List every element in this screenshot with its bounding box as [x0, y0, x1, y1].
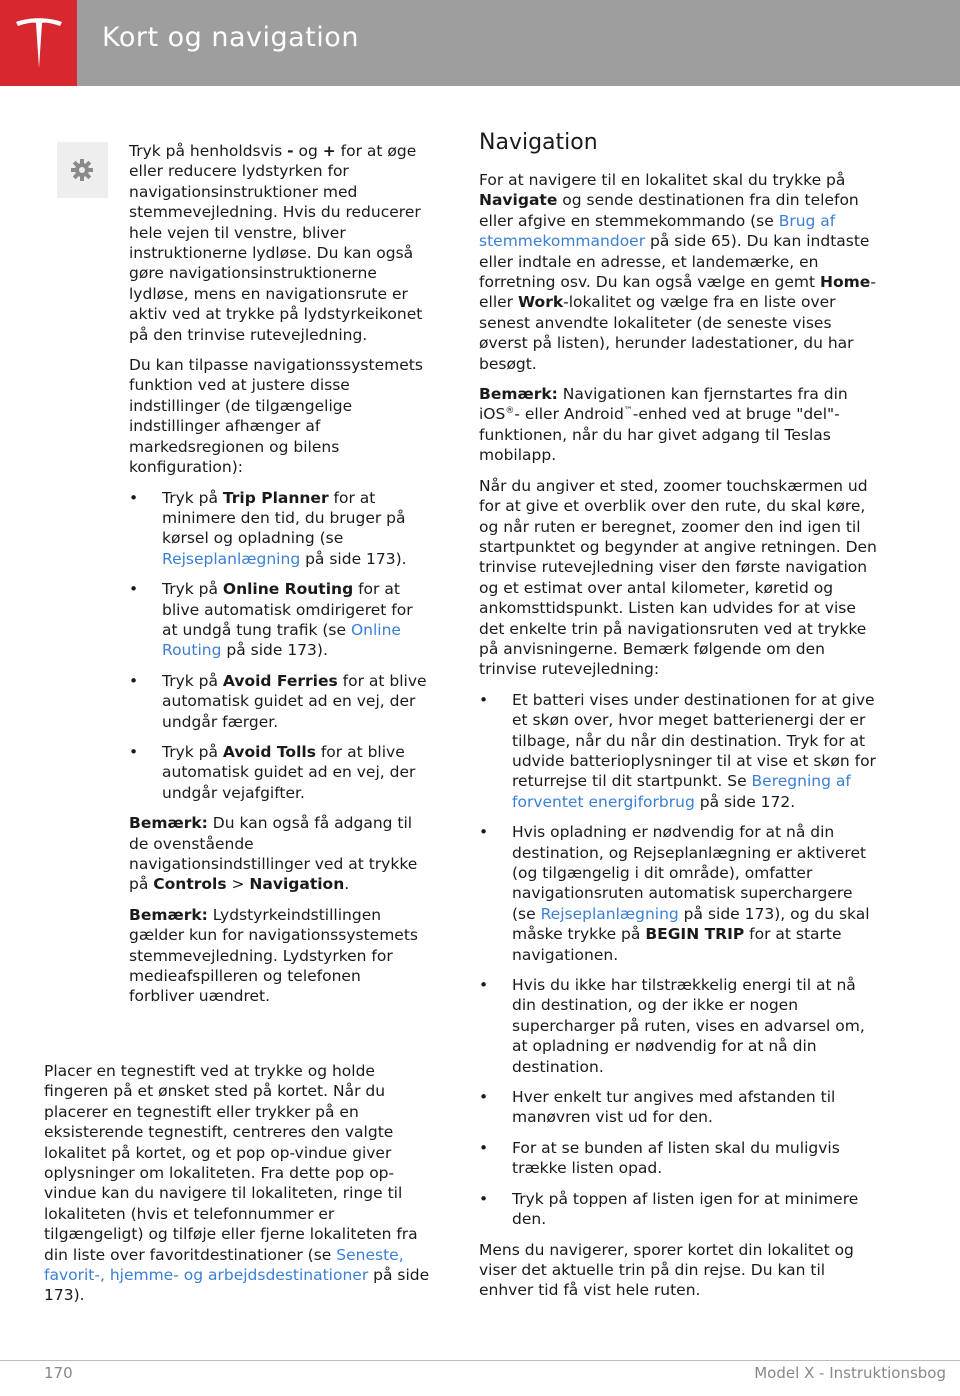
note-remote: Bemærk: Navigationen kan fjernstartes fra din iOS®- eller Android™-enhed ved at bruge "del"-funktionen, når du har givet adgang til Teslas mobilapp. — [479, 385, 848, 465]
list-item: • Tryk på toppen af listen igen for at minimere den. — [479, 1189, 879, 1230]
tracking-paragraph: Mens du navigerer, sporer kortet din lokalitet og viser det aktuelle trin på din rejse. Du kan til enhver tid få vist hele ruten. — [479, 1240, 854, 1300]
settings-icon-box — [57, 142, 108, 198]
route-list — [479, 690, 879, 1230]
customize-paragraph: Du kan tilpasse navigationssystemets funktion ved at justere disse indstillinger (de tilgængelige indstillinger afhænger af markedsregionen og bilens konfiguration): — [129, 356, 423, 477]
zoom-paragraph: Når du angiver et sted, zoomer touchskærmen ud for at give et overblik over den rute, du skal køre, og når ruten er beregnet, zoomer den ind igen til startpunktet og begynder at angive retningen. Den trinvise rutevejledning viser den første navigation og et estimat over antal kilometer, køretid og ankomsttidspunkt. Listen kan udvides for at vise det enkelte trin på navigationsruten ved at trykke på anvisningerne. Bemærk følgende om den trinvise rutevejledning: — [479, 476, 877, 679]
footer-divider — [0, 1360, 960, 1361]
link-energy-estimate[interactable]: Beregning af forventet energiforbrug — [512, 772, 851, 811]
page-header — [0, 0, 960, 86]
footer-title: Model X - Instruktionsbog — [754, 1364, 946, 1382]
navigate-paragraph: For at navigere til en lokalitet skal du trykke på Navigate og sende destinationen fra din telefon eller afgive en stemmekommando (se Brug af stemmekommandoer på side 65). Du kan indtaste eller indtale en adresse, et landemærke, en forretning osv. Du kan også vælge en gemt Home- eller Work-lokalitet og vælge fra en liste over senest anvendte lokaliteter (de seneste vises øverst på listen), herunder ladestationer, du har besøgt. — [479, 171, 876, 373]
list-item: • Tryk på Avoid Tolls for at blive automatisk guidet ad en vej, der undgår vejafgifter. — [129, 742, 429, 803]
pin-paragraph: Placer en tegnestift ved at trykke og holde fingeren på et ønsket sted på kortet. Når du placerer en tegnestift eller trykker på en eksisterende tegnestift, centreres den valgte lokalitet på kortet, og et pop op-vindue giver oplysninger om lokaliteten. Fra dette pop op-vindue kan du navigere til lokaliteten, ringe til lokaliteten (hvis et telefonnummer er tilgængeligt) og tilføje eller fjerne lokaliteten fra din liste over favoritdestinationer (se Seneste, favorit-, hjemme- og arbejdsdestinationer på side 173). — [44, 1062, 430, 1305]
page-number: 170 — [44, 1364, 73, 1382]
navigation-section — [479, 128, 879, 1311]
link-voice-commands[interactable]: Brug af stemmekommandoer — [479, 211, 836, 251]
list-item: • Hver enkelt tur angives med afstanden til manøvren vist ud for den. — [479, 1087, 879, 1128]
link-trip-planner[interactable]: Rejseplanlægning — [162, 549, 301, 568]
note-controls: Bemærk: Du kan også få adgang til de ovenstående navigationsindstillinger ved at trykke på Controls > Navigation. — [129, 814, 418, 894]
pin-section — [44, 1061, 434, 1316]
link-recent-destinations[interactable]: Seneste, favorit-, hjemme- og arbejdsdestinationer — [44, 1245, 404, 1285]
list-item: • Hvis opladning er nødvendig for at nå din destination, og Rejseplanlægning er aktiveret (og tilgængelig i dit område), omfatter navigationsruten automatisk superchargere (se Rejseplanlægning på side 173), og du skal måske trykke på BEGIN TRIP for at starte navigationen. — [479, 822, 879, 965]
section-heading: Navigation — [479, 130, 598, 155]
list-item: • Tryk på Online Routing for at blive automatisk omdirigeret for at undgå tung trafik (se Online Routing på side 173). — [129, 579, 429, 661]
list-item: • Tryk på Trip Planner for at minimere den tid, du bruger på kørsel og opladning (se Rejseplanlægning på side 173). — [129, 488, 429, 570]
list-item: • For at se bunden af listen skal du muligvis trække listen opad. — [479, 1138, 879, 1179]
page-title: Kort og navigation — [102, 22, 359, 53]
volume-paragraph: Tryk på henholdsvis - og + for at øge eller reducere lydstyrken for navigationsinstruktioner med stemmevejledning. Hvis du reducerer hele vejen til venstre, bliver instruktionerne lydløse. Du kan også gøre navigationsinstruktionerne lydløse, mens en navigationsrute er aktiv ved at trykke på lydstyrkeikonet på den trinvise rutevejledning. — [129, 142, 423, 344]
settings-list — [129, 488, 429, 804]
list-item: • Hvis du ikke har tilstrækkelig energi til at nå din destination, og der ikke er nogen supercharger på ruten, vises en advarsel om, at opladning er nødvendig for at nå din destination. — [479, 975, 879, 1077]
gear-icon — [71, 159, 93, 181]
list-item: • Tryk på Avoid Ferries for at blive automatisk guidet ad en vej, der undgår færger. — [129, 671, 429, 732]
list-item: • Et batteri vises under destinationen for at give et skøn over, hvor meget batterienergi der er tilbage, når du når din destination. Tryk for at udvide batterioplysninger til at vise et skøn for returrejse til dit startpunkt. Se Beregning af forventet energiforbrug på side 172. — [479, 690, 879, 812]
note-volume: Bemærk: Lydstyrkeindstillingen gælder kun for navigationssystemets stemmevejledning. Lydstyrken for medieafspilleren og telefonen forbliver uændret. — [129, 905, 418, 1006]
link-online-routing[interactable]: Online Routing — [162, 620, 401, 660]
tesla-logo — [0, 0, 77, 86]
settings-description — [129, 141, 429, 1017]
tesla-logo-icon — [14, 16, 64, 70]
link-trip-planning[interactable]: Rejseplanlægning — [540, 904, 679, 923]
